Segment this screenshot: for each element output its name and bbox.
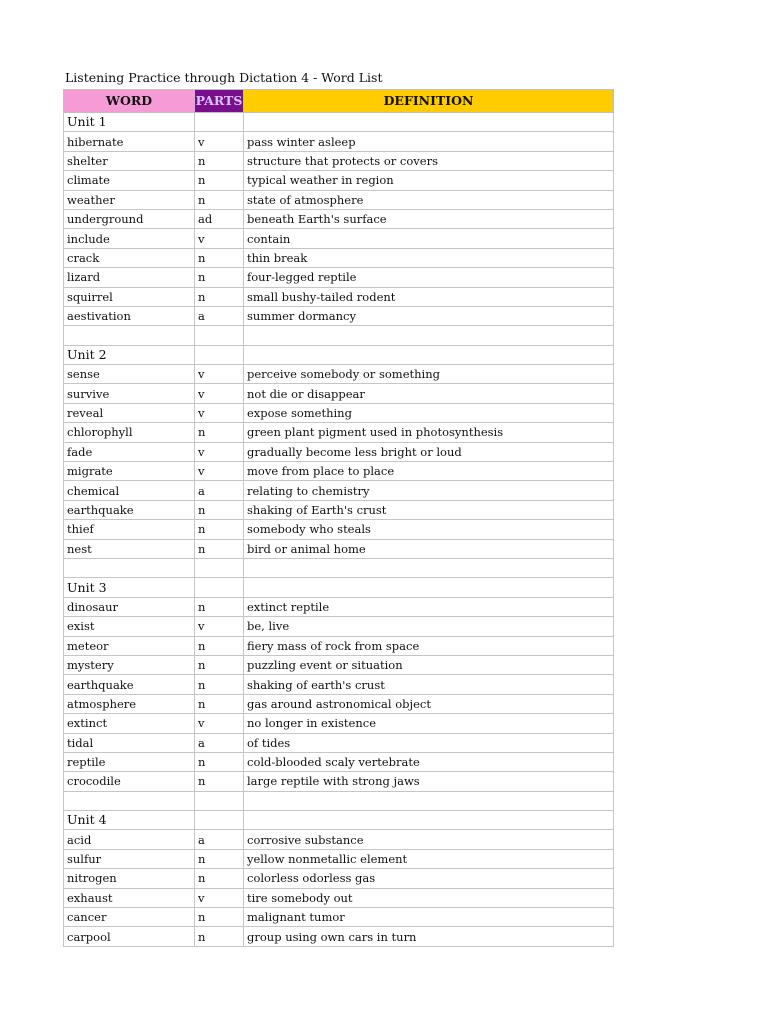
spacer-row: [64, 326, 614, 345]
word-cell: atmosphere: [64, 694, 195, 713]
empty-cell: [244, 345, 614, 364]
part-of-speech-cell: v: [195, 888, 244, 907]
definition-cell: structure that protects or covers: [244, 151, 614, 170]
part-of-speech-cell: n: [195, 248, 244, 267]
column-header-word: WORD: [64, 90, 195, 113]
part-of-speech-cell: v: [195, 462, 244, 481]
unit-header-row: [64, 578, 614, 597]
definition-cell: pass winter asleep: [244, 132, 614, 151]
word-cell: underground: [64, 209, 195, 228]
definition-cell: shaking of earth's crust: [244, 675, 614, 694]
word-cell: cancer: [64, 908, 195, 927]
definition-cell: shaking of Earth's crust: [244, 500, 614, 519]
empty-cell: [195, 113, 244, 132]
part-of-speech-cell: n: [195, 171, 244, 190]
table-row: [64, 597, 614, 616]
definition-cell: of tides: [244, 733, 614, 752]
table-row: [64, 403, 614, 422]
part-of-speech-cell: n: [195, 287, 244, 306]
definition-cell: thin break: [244, 248, 614, 267]
table-row: [64, 365, 614, 384]
table-row: [64, 772, 614, 791]
table-row: [64, 287, 614, 306]
table-row: [64, 151, 614, 170]
table-row: [64, 462, 614, 481]
definition-cell: gradually become less bright or loud: [244, 442, 614, 461]
definition-cell: green plant pigment used in photosynthesis: [244, 423, 614, 442]
part-of-speech-cell: n: [195, 423, 244, 442]
unit-header-row: [64, 345, 614, 364]
part-of-speech-cell: n: [195, 520, 244, 539]
table-row: [64, 617, 614, 636]
table-header-row: [64, 90, 614, 113]
word-cell: migrate: [64, 462, 195, 481]
empty-cell: [195, 558, 244, 577]
word-cell: exist: [64, 617, 195, 636]
definition-cell: tire somebody out: [244, 888, 614, 907]
definition-cell: puzzling event or situation: [244, 655, 614, 674]
part-of-speech-cell: n: [195, 190, 244, 209]
table-row: [64, 655, 614, 674]
definition-cell: no longer in existence: [244, 714, 614, 733]
table-row: [64, 423, 614, 442]
definition-cell: expose something: [244, 403, 614, 422]
part-of-speech-cell: a: [195, 481, 244, 500]
word-cell: hibernate: [64, 132, 195, 151]
definition-cell: state of atmosphere: [244, 190, 614, 209]
part-of-speech-cell: n: [195, 268, 244, 287]
table-row: [64, 908, 614, 927]
empty-cell: [244, 558, 614, 577]
word-cell: reptile: [64, 752, 195, 771]
word-cell: squirrel: [64, 287, 195, 306]
definition-cell: group using own cars in turn: [244, 927, 614, 946]
definition-cell: colorless odorless gas: [244, 869, 614, 888]
empty-cell: [64, 326, 195, 345]
part-of-speech-cell: n: [195, 500, 244, 519]
table-row: [64, 714, 614, 733]
unit-label: Unit 4: [64, 811, 195, 830]
empty-cell: [244, 791, 614, 810]
document-title: Listening Practice through Dictation 4 - Word List: [65, 70, 383, 85]
word-cell: dinosaur: [64, 597, 195, 616]
definition-cell: yellow nonmetallic element: [244, 849, 614, 868]
word-cell: extinct: [64, 714, 195, 733]
part-of-speech-cell: n: [195, 849, 244, 868]
part-of-speech-cell: n: [195, 927, 244, 946]
word-cell: crocodile: [64, 772, 195, 791]
table-row: [64, 209, 614, 228]
definition-cell: perceive somebody or something: [244, 365, 614, 384]
table-row: [64, 171, 614, 190]
definition-cell: corrosive substance: [244, 830, 614, 849]
table-row: [64, 888, 614, 907]
word-cell: mystery: [64, 655, 195, 674]
column-header-definition: DEFINITION: [244, 90, 614, 113]
table-row: [64, 500, 614, 519]
definition-cell: not die or disappear: [244, 384, 614, 403]
empty-cell: [64, 791, 195, 810]
table-row: [64, 733, 614, 752]
empty-cell: [195, 326, 244, 345]
table-row: [64, 752, 614, 771]
word-cell: exhaust: [64, 888, 195, 907]
empty-cell: [195, 811, 244, 830]
table-row: [64, 268, 614, 287]
word-cell: earthquake: [64, 500, 195, 519]
part-of-speech-cell: v: [195, 229, 244, 248]
word-cell: sense: [64, 365, 195, 384]
word-cell: reveal: [64, 403, 195, 422]
part-of-speech-cell: n: [195, 597, 244, 616]
definition-cell: extinct reptile: [244, 597, 614, 616]
part-of-speech-cell: a: [195, 830, 244, 849]
word-cell: carpool: [64, 927, 195, 946]
table-row: [64, 675, 614, 694]
definition-cell: contain: [244, 229, 614, 248]
definition-cell: beneath Earth's surface: [244, 209, 614, 228]
unit-header-row: [64, 811, 614, 830]
table-row: [64, 306, 614, 325]
word-cell: chemical: [64, 481, 195, 500]
word-cell: nitrogen: [64, 869, 195, 888]
unit-label: Unit 3: [64, 578, 195, 597]
part-of-speech-cell: v: [195, 617, 244, 636]
empty-cell: [244, 113, 614, 132]
table-row: [64, 481, 614, 500]
definition-cell: cold-blooded scaly vertebrate: [244, 752, 614, 771]
table-row: [64, 694, 614, 713]
part-of-speech-cell: ad: [195, 209, 244, 228]
table-row: [64, 830, 614, 849]
definition-cell: somebody who steals: [244, 520, 614, 539]
table-row: [64, 384, 614, 403]
definition-cell: fiery mass of rock from space: [244, 636, 614, 655]
definition-cell: typical weather in region: [244, 171, 614, 190]
part-of-speech-cell: v: [195, 365, 244, 384]
empty-cell: [195, 345, 244, 364]
part-of-speech-cell: a: [195, 306, 244, 325]
word-cell: survive: [64, 384, 195, 403]
word-list-body: [64, 113, 614, 947]
spacer-row: [64, 558, 614, 577]
word-cell: meteor: [64, 636, 195, 655]
part-of-speech-cell: n: [195, 752, 244, 771]
part-of-speech-cell: n: [195, 539, 244, 558]
empty-cell: [195, 791, 244, 810]
table-row: [64, 849, 614, 868]
word-cell: aestivation: [64, 306, 195, 325]
table-row: [64, 229, 614, 248]
part-of-speech-cell: n: [195, 636, 244, 655]
word-cell: nest: [64, 539, 195, 558]
table-row: [64, 132, 614, 151]
empty-cell: [244, 578, 614, 597]
part-of-speech-cell: v: [195, 384, 244, 403]
part-of-speech-cell: v: [195, 403, 244, 422]
word-cell: lizard: [64, 268, 195, 287]
definition-cell: be, live: [244, 617, 614, 636]
unit-header-row: [64, 113, 614, 132]
table-row: [64, 520, 614, 539]
definition-cell: summer dormancy: [244, 306, 614, 325]
empty-cell: [64, 558, 195, 577]
part-of-speech-cell: v: [195, 132, 244, 151]
part-of-speech-cell: v: [195, 442, 244, 461]
part-of-speech-cell: n: [195, 151, 244, 170]
word-cell: thief: [64, 520, 195, 539]
word-cell: include: [64, 229, 195, 248]
table-row: [64, 869, 614, 888]
empty-cell: [244, 811, 614, 830]
table-row: [64, 539, 614, 558]
table-row: [64, 190, 614, 209]
part-of-speech-cell: n: [195, 772, 244, 791]
table-row: [64, 927, 614, 946]
word-cell: shelter: [64, 151, 195, 170]
definition-cell: gas around astronomical object: [244, 694, 614, 713]
part-of-speech-cell: n: [195, 908, 244, 927]
part-of-speech-cell: v: [195, 714, 244, 733]
table-row: [64, 442, 614, 461]
word-cell: crack: [64, 248, 195, 267]
definition-cell: malignant tumor: [244, 908, 614, 927]
column-header-parts: PARTS: [195, 90, 244, 113]
definition-cell: move from place to place: [244, 462, 614, 481]
part-of-speech-cell: n: [195, 675, 244, 694]
unit-label: Unit 1: [64, 113, 195, 132]
definition-cell: large reptile with strong jaws: [244, 772, 614, 791]
word-cell: earthquake: [64, 675, 195, 694]
word-cell: tidal: [64, 733, 195, 752]
word-cell: chlorophyll: [64, 423, 195, 442]
definition-cell: bird or animal home: [244, 539, 614, 558]
definition-cell: four-legged reptile: [244, 268, 614, 287]
part-of-speech-cell: a: [195, 733, 244, 752]
empty-cell: [244, 326, 614, 345]
definition-cell: small bushy-tailed rodent: [244, 287, 614, 306]
part-of-speech-cell: n: [195, 694, 244, 713]
word-cell: sulfur: [64, 849, 195, 868]
spacer-row: [64, 791, 614, 810]
part-of-speech-cell: n: [195, 869, 244, 888]
empty-cell: [195, 578, 244, 597]
unit-label: Unit 2: [64, 345, 195, 364]
part-of-speech-cell: n: [195, 655, 244, 674]
word-cell: weather: [64, 190, 195, 209]
word-cell: fade: [64, 442, 195, 461]
word-cell: climate: [64, 171, 195, 190]
table-row: [64, 636, 614, 655]
table-row: [64, 248, 614, 267]
word-list-table: [63, 89, 614, 947]
word-cell: acid: [64, 830, 195, 849]
definition-cell: relating to chemistry: [244, 481, 614, 500]
